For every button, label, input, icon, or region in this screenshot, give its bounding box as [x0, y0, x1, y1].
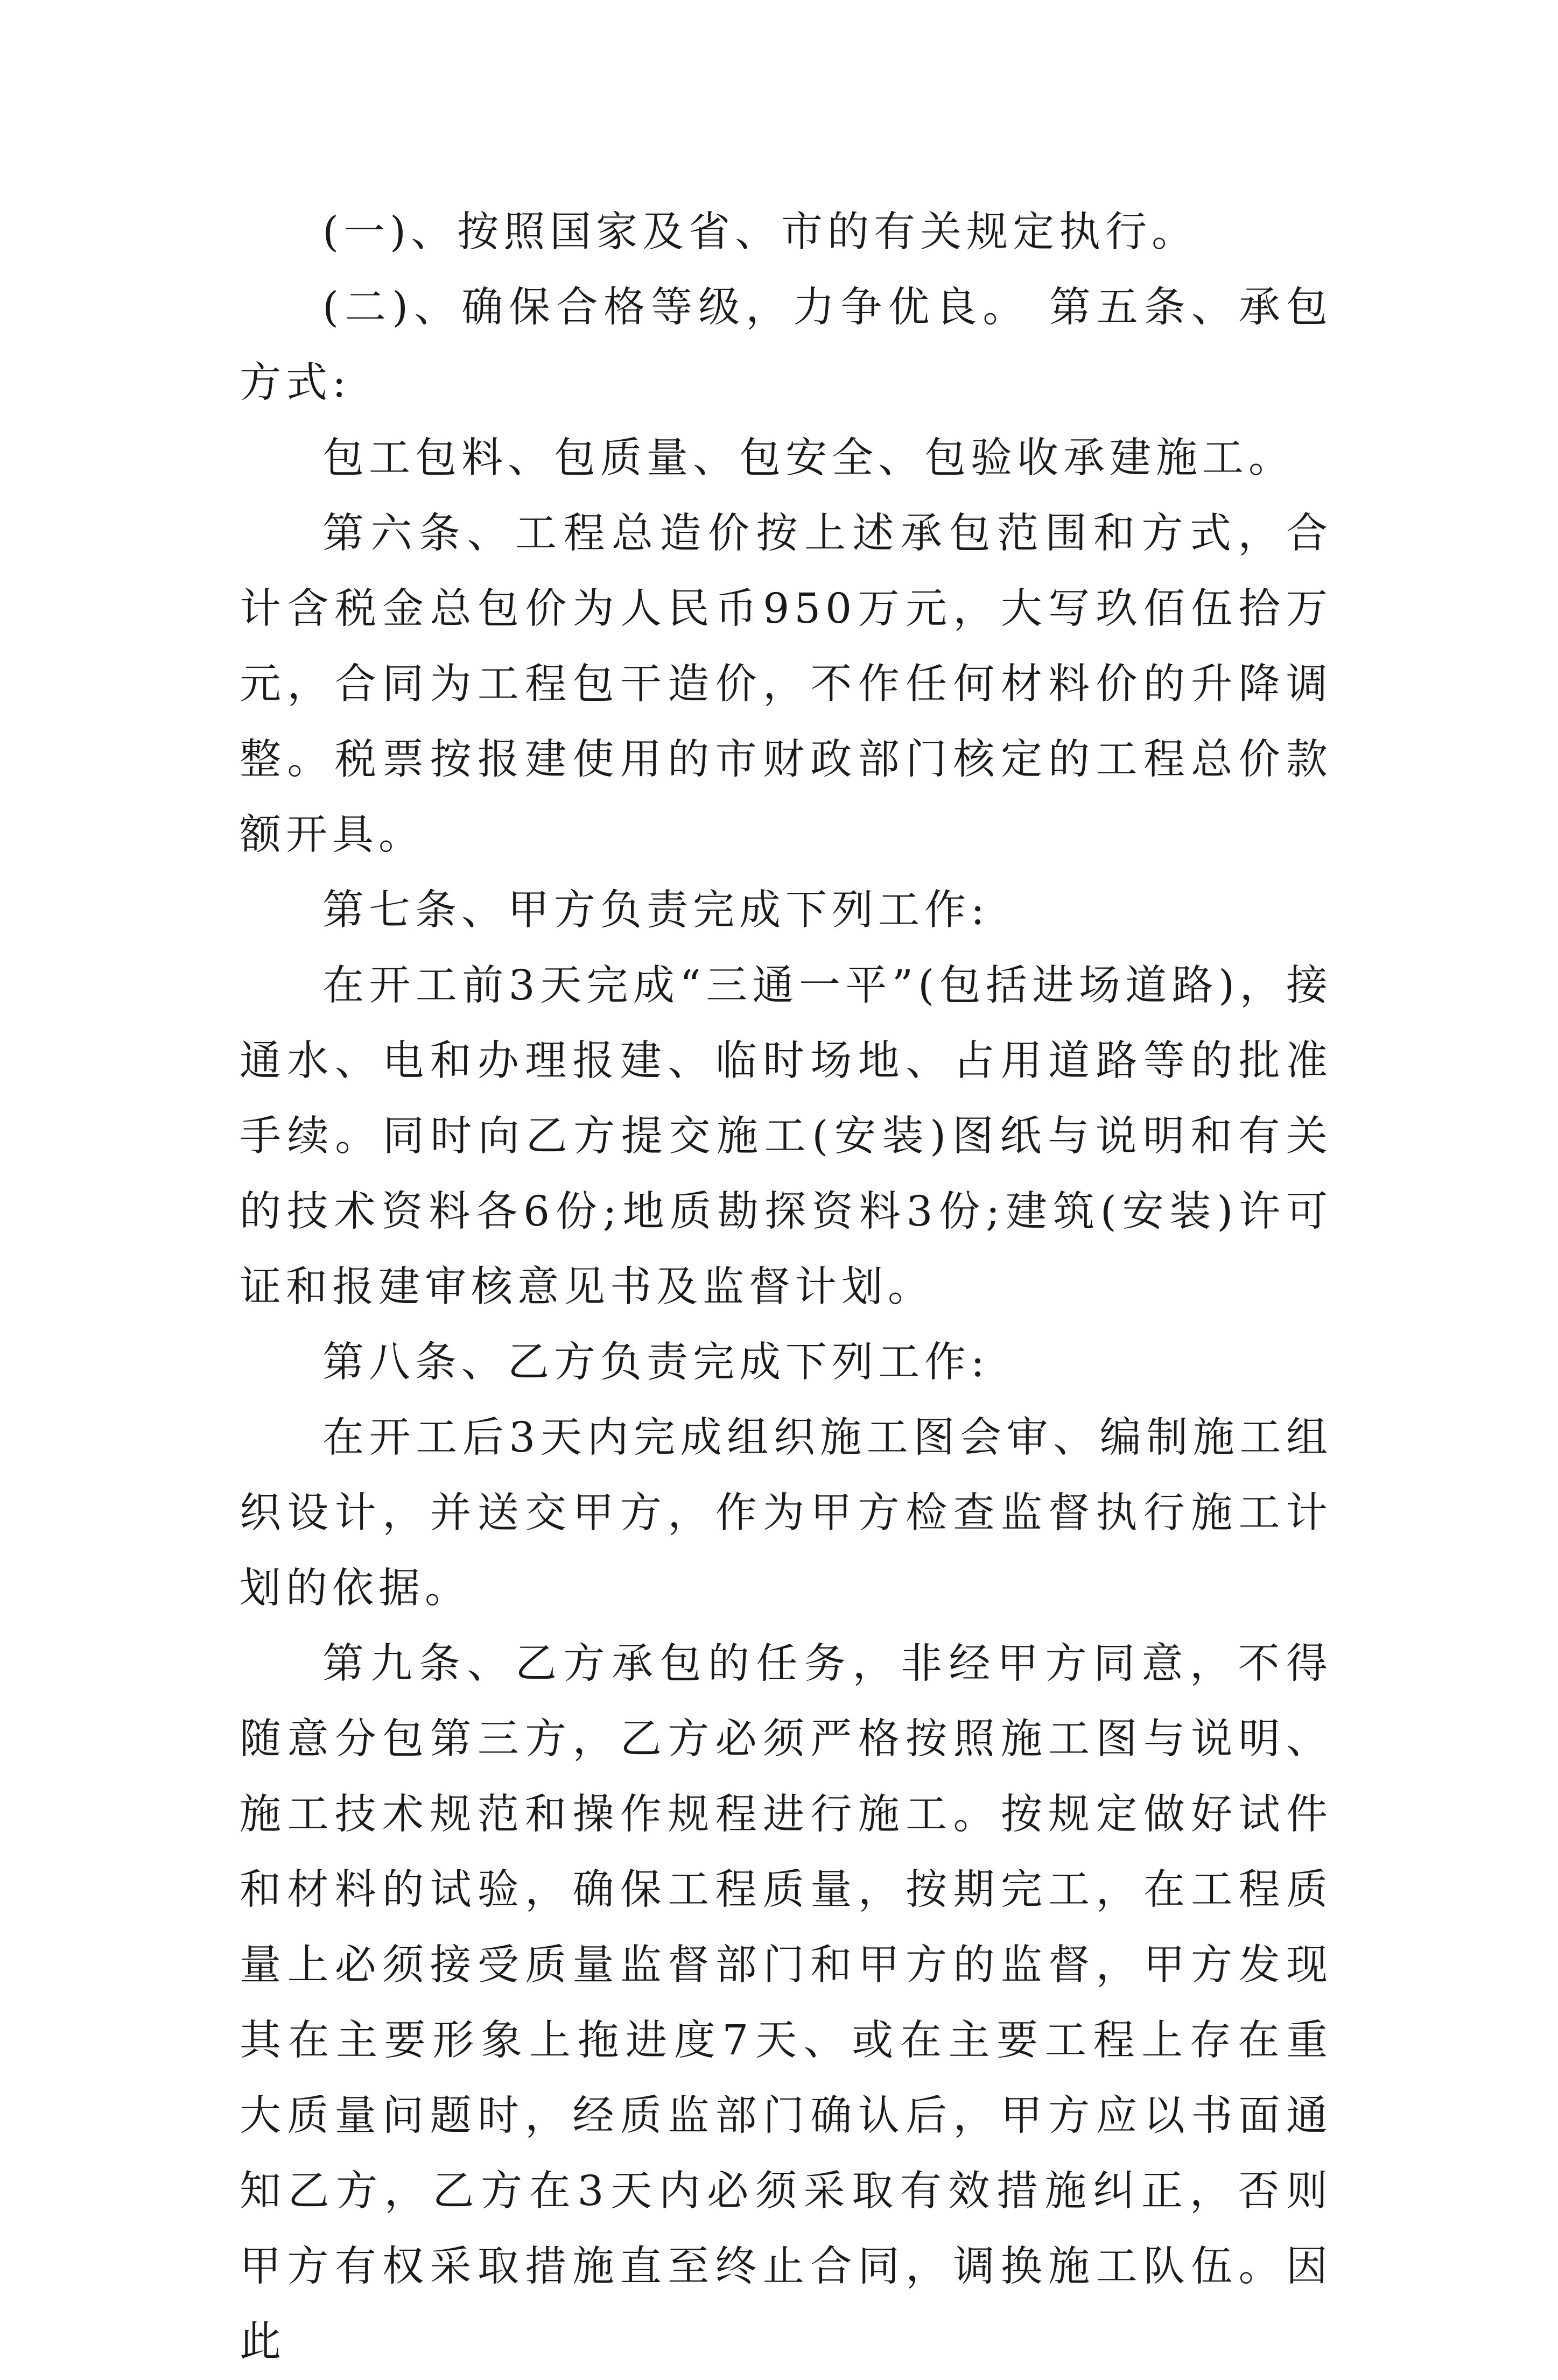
paragraph-clause-4-2: (二)、确保合格等级，力争优良。 第五条、承包方式:	[240, 284, 1332, 407]
paragraph-clause-9: 第九条、乙方承包的任务，非经甲方同意，不得随意分包第三方，乙方必须严格按照施工图与说明、施工技术规范和操作规程进行施工。按规定做好试件和材料的试验，确保工程质量，按期完工，在工程质量上必须接受质量监督部门和甲方的监督，甲方发现其在主要形象上拖进度7天、或在主要工程上存在重大质量问题时，经质监部门确认后，甲方应以书面通知乙方，乙方在3天内必须采取有效措施纠正，否则甲方有权采取措施直至终止合同，调换施工队伍。因此	[240, 1640, 1332, 2366]
document-body	[240, 195, 1332, 2380]
paragraph-clause-7-heading: 第七条、甲方负责完成下列工作:	[322, 886, 989, 934]
paragraph-clause-6: 第六条、工程总造价按上述承包范围和方式，合计含税金总包价为人民币950万元，大写玖佰伍拾万元，合同为工程包干造价，不作任何材料价的升降调整。税票按报建使用的市财政部门核定的工程总价款额开具。	[240, 510, 1332, 859]
paragraph-clause-5-detail: 包工包料、包质量、包安全、包验收承建施工。	[322, 434, 1295, 482]
paragraph-clause-8-detail: 在开工后3天内完成组织施工图会审、编制施工组织设计，并送交甲方，作为甲方检查监督执行施工计划的依据。	[240, 1414, 1332, 1613]
paragraph-clause-8-heading: 第八条、乙方负责完成下列工作:	[322, 1339, 989, 1386]
paragraph-clause-7-detail: 在开工前3天完成“三通一平”(包括进场道路)，接通水、电和办理报建、临时场地、占用道路等的批准手续。同时向乙方提交施工(安装)图纸与说明和有关的技术资料各6份;地质勘探资料3份;建筑(安装)许可证和报建审核意见书及监督计划。	[240, 962, 1332, 1311]
paragraph-clause-4-1: (一)、按照国家及省、市的有关规定执行。	[322, 208, 1198, 256]
